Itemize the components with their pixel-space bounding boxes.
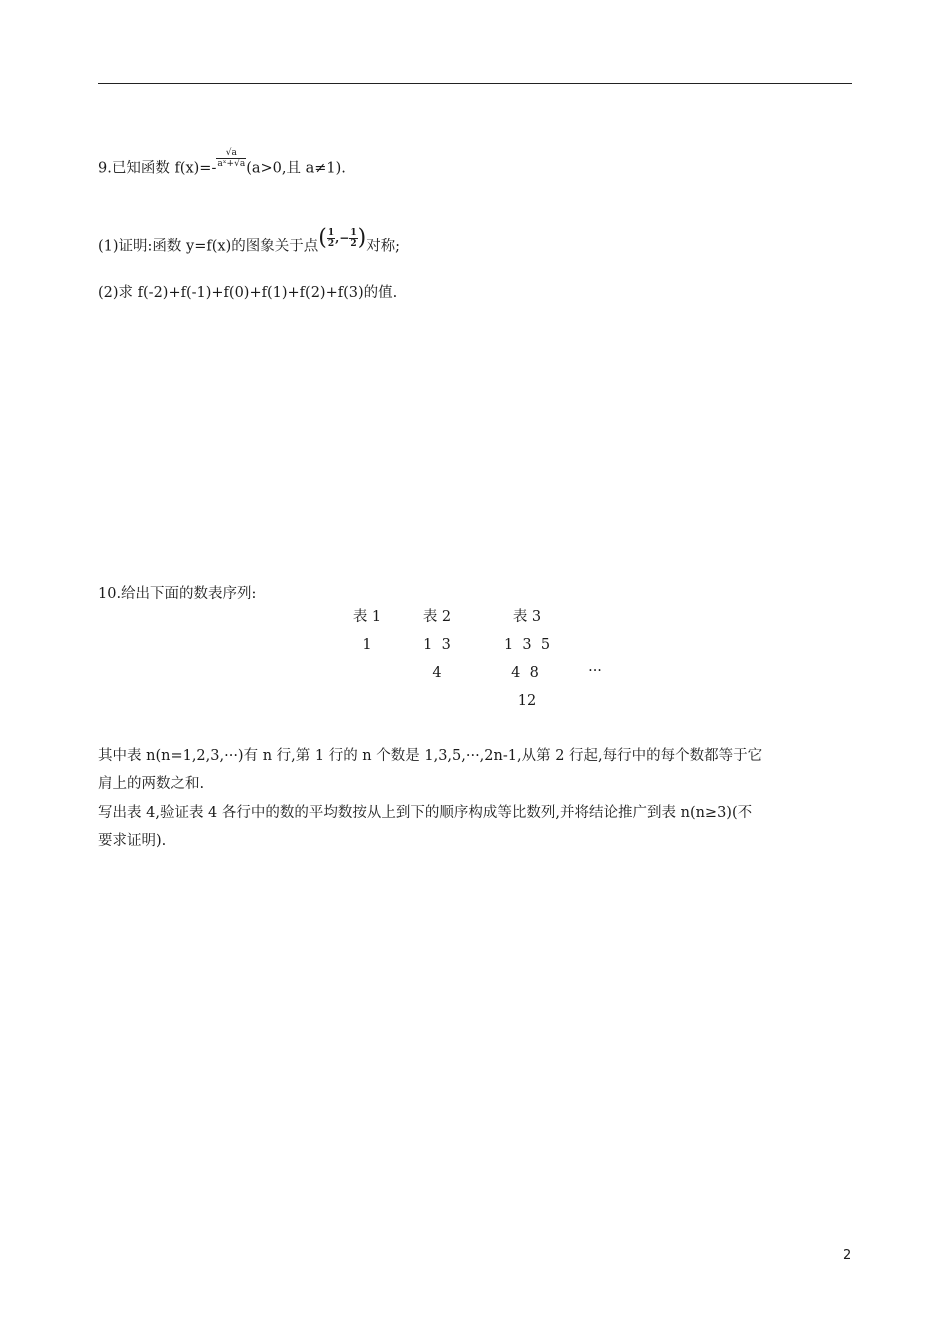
q10-intro: 10.给出下面的数表序列:	[98, 586, 257, 602]
tables-ellipsis: ···	[588, 663, 602, 679]
q9-fraction-numerator: √a	[216, 148, 246, 159]
table3-row: 4 8	[511, 665, 539, 681]
q10-description-line: 其中表 n(n=1,2,3,···)有 n 行,第 1 行的 n 个数是 1,3,5,···,2n-1,从第 2 行起,每行中的每个数都等于它	[98, 748, 763, 764]
q9-part1-suffix: 对称;	[366, 238, 401, 255]
table3-row: 1 3 5	[503, 637, 551, 653]
table1-title: 表 1	[352, 609, 382, 625]
page-number: 2	[843, 1248, 852, 1263]
q9-suffix: (a>0,且 a≠1).	[246, 160, 346, 177]
q10-description-line: 肩上的两数之和.	[98, 776, 205, 792]
table3-row: 12	[517, 693, 537, 709]
q9-fraction-denominator: aˣ+√a	[217, 159, 246, 169]
table2-title: 表 2	[422, 609, 452, 625]
q9-part1-prefix: (1)证明:函数 y=f(x)的图象关于点	[98, 238, 319, 255]
table2-row: 1 3	[423, 637, 451, 653]
table1-row: 1	[362, 637, 372, 653]
q9-part1	[98, 225, 401, 257]
table3-title: 表 3	[512, 609, 542, 625]
q9-fraction	[216, 148, 246, 169]
q10-task-line: 写出表 4,验证表 4 各行中的数的平均数按从上到下的顺序构成等比数列,并将结论推广到表 n(n≥3)(不	[98, 805, 753, 821]
q10-task-line: 要求证明).	[98, 833, 167, 849]
header-rule	[98, 83, 852, 84]
table2-row: 4	[432, 665, 442, 681]
q9-statement	[98, 148, 346, 179]
q9-prefix: 9.已知函数 f(x)=-	[98, 160, 217, 177]
q9-part2: (2)求 f(-2)+f(-1)+f(0)+f(1)+f(2)+f(3)的值.	[98, 285, 398, 301]
q9-point: ( $\frac{1}{2},-$ $\frac{1}{2}$)	[318, 225, 367, 251]
